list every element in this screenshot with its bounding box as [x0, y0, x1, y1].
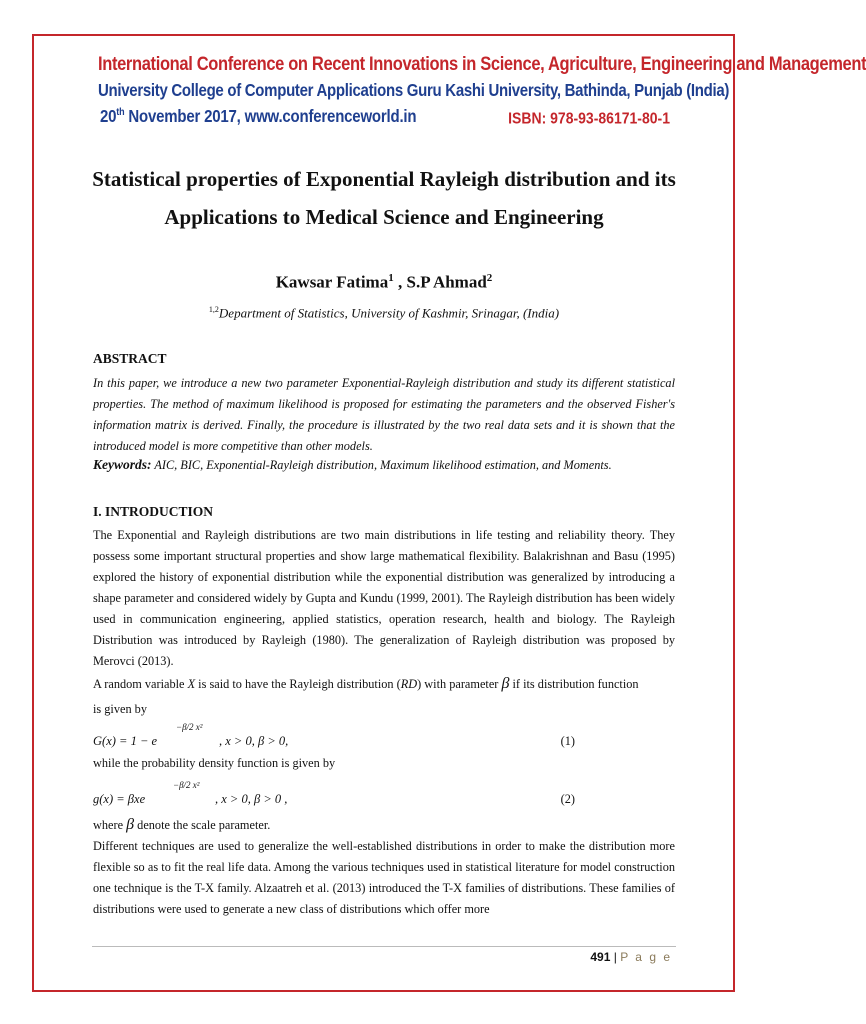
- where-line: where β denote the scale parameter.: [93, 816, 271, 833]
- keywords-label: Keywords:: [93, 457, 152, 472]
- abstract-text: In this paper, we introduce a new two parameter Exponential-Rayleigh distribution and study its different statistical properties. The method of maximum likelihood is proposed for estimating the parameters and the observed Fisher's information matrix is derived. Finally, the procedure is illustrated by the two real data sets and it is shown that the introduced model is more competitive than other models.: [93, 376, 675, 453]
- page-number: 491: [590, 950, 611, 964]
- authors: Kawsar Fatima$^1$ , S.P Ahmad$^2$: [275, 272, 493, 292]
- equation-2-exponent: −β/2 x²: [173, 780, 200, 790]
- page-word: P a g e: [620, 950, 672, 964]
- pdf-intro-line: while the probability density function is given by: [93, 756, 336, 770]
- affiliation: $^{1,2}$Department of Statistics, University of Kashmir, Srinagar, (India): [208, 305, 560, 321]
- given-by-line: is given by: [93, 702, 147, 716]
- conference-venue: University College of Computer Applications Guru Kashi University, Bathinda, Punjab (India): [98, 81, 730, 101]
- equation-2-number: (2): [560, 792, 575, 806]
- conference-title: International Conference on Recent Innovations in Science, Agriculture, Engineering and Management: [98, 54, 866, 75]
- equation-1-number: (1): [560, 734, 575, 748]
- equation-2: g(x) = βxe −β/2 x² , x > 0, β > 0 , (2): [93, 780, 575, 806]
- equation-1-exponent: −β/2 x²: [176, 722, 203, 732]
- conference-date-line: [98, 106, 678, 131]
- conference-header: [98, 54, 866, 128]
- techniques-paragraph: Different techniques are used to generalize the well-established distributions in order to make the distribution more flexible so as to fit the real life data. Among the various techniques used in statistical literature for model construction one technique is the T-X family. Alzaatreh et al. (2013) introduced the T-X families of distributions. These families of distributions were used to generate a new class of distributions which offer more: [93, 839, 675, 916]
- intro-paragraph: The Exponential and Rayleigh distributions are two main distributions in life testing and reliability theory. They possess some important structural properties and show large mathematical flexibility. Balakrishnan and Basu (1995) explored the history of exponential distribution while the exponential distribution was generalized by introducing a shape parameter and considered widely by Gupta and Kundu (1999, 2001). The Rayleigh distribution has been widely used in communication engineering, applied statistics, operation research, health and biology. The Rayleigh Distribution was introduced by Rayleigh (1980). The generalization of Rayleigh distribution was proposed by Merovci (2013).: [93, 528, 675, 668]
- footer-rule: [92, 946, 676, 947]
- equation-1: G(x) = 1 − e −β/2 x² , x > 0, β > 0, (1): [93, 722, 575, 748]
- isbn: ISBN: 978-93-86171-80-1: [508, 108, 670, 127]
- random-variable-line: A random variable X is said to have the Rayleigh distribution (RD) with parameter β if its distribution function: [93, 675, 639, 692]
- abstract-heading: ABSTRACT: [93, 351, 167, 366]
- paper-title: Statistical properties of Exponential Rayleigh distribution and its Applications to Medical Science and Engineering: [92, 167, 676, 229]
- keywords-list: AIC, BIC, Exponential-Rayleigh distribution, Maximum likelihood estimation, and Moments.: [151, 458, 612, 472]
- page-footer: 491 | P a g e: [590, 950, 672, 964]
- keywords: [93, 457, 675, 473]
- conference-date: 20th November 2017, www.conferenceworld.in: [100, 106, 417, 127]
- intro-heading: I. INTRODUCTION: [93, 504, 214, 519]
